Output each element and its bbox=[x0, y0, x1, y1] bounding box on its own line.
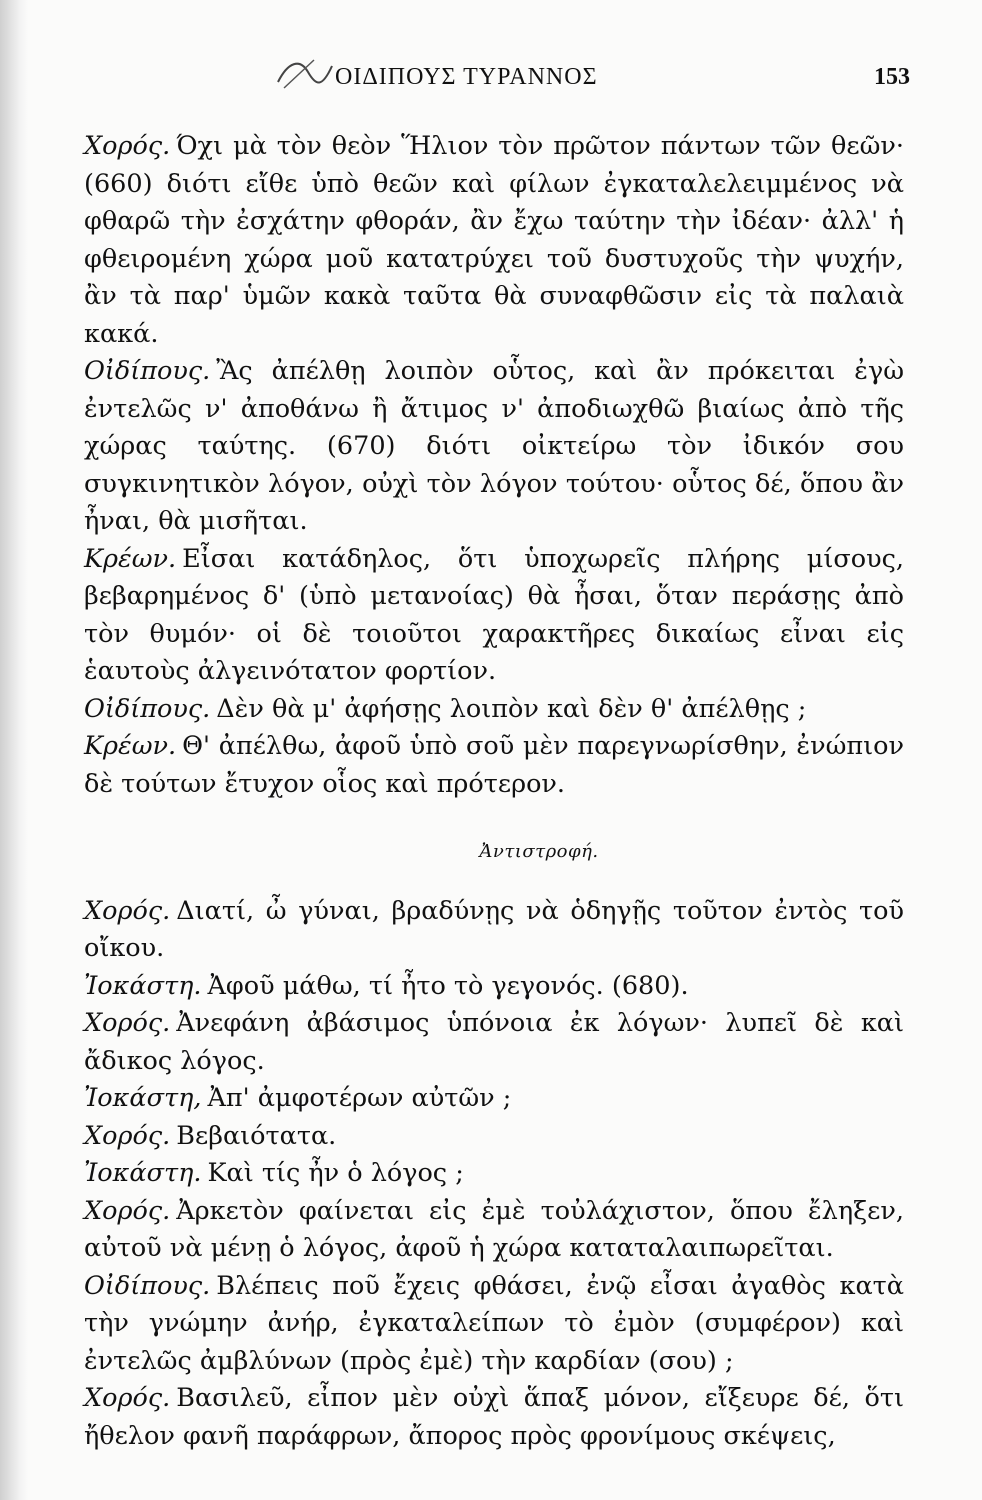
speaker-name: Χορός. bbox=[84, 1383, 171, 1413]
dialogue-line bbox=[84, 541, 904, 691]
speaker-name: Οἰδίπους. bbox=[84, 693, 211, 724]
dialogue-text: Εἶσαι κατάδηλος, ὅτι ὑποχωρεῖς πλήρης μίσους, βεβαρημένος δ' (ὑπὸ μετανοίας) θὰ ἦσαι, ὅταν περάσῃς ἀπὸ τὸν θυμόν· οἱ δὲ τοιοῦτοι χαρακτῆρες δικαίως εἶναι εἰς ἑαυτοὺς ἀλγεινότατον φορτίον. bbox=[84, 543, 904, 686]
running-title: ΟΙΔΙΠΟΥΣ ΤΥΡΑΝΝΟΣ bbox=[335, 64, 598, 90]
dialogue-text: Όχι μὰ τὸν θεὸν Ἥλιον τὸν πρῶτον πάντων τῶν θεῶν· (660) διότι εἴθε ὑπὸ θεῶν καὶ φίλων ἐγκαταλελειμμένος νὰ φθαρῶ τὴν ἐσχάτην φθοράν, ἂν ἔχω ταύτην τὴν ἰδέαν· ἀλλ' ἡ φθειρομένη χώρα μοῦ κατατρύχει τοῦ δυστυχοῦς τὴν ψυχήν, ἂν τὰ παρ' ὑμῶν κακὰ ταῦτα θὰ συναφθῶσιν εἰς τὰ παλαιὰ κακά. bbox=[84, 131, 904, 349]
page-number: 153 bbox=[874, 64, 910, 90]
dialogue-text: Διατί, ὦ γύναι, βραδύνῃς νὰ ὁδηγῇς τοῦτον ἐντὸς τοῦ οἴκου. bbox=[84, 895, 904, 963]
speaker-name: Χορός. bbox=[84, 1120, 171, 1151]
dialogue-part-1 bbox=[84, 128, 904, 803]
section-heading: Ἀντιστροφή. bbox=[479, 841, 599, 862]
dialogue-text: Ἀρκετὸν φαίνεται εἰς ἐμὲ τοὐλάχιστον, ὅπου ἔληξεν, αὐτοῦ νὰ μένῃ ὁ λόγος, ἀφοῦ ἡ χώρα καταταλαιπωρεῖται. bbox=[84, 1195, 904, 1263]
dialogue-line bbox=[84, 1005, 904, 1080]
body-text bbox=[84, 128, 904, 1455]
speaker-name: Χορός. bbox=[84, 1195, 171, 1226]
speaker-name: Κρέων. bbox=[84, 731, 177, 761]
dialogue-part-2 bbox=[84, 893, 904, 1456]
pencil-annotation-mark bbox=[270, 52, 340, 96]
speaker-name: Ἰοκάστη, bbox=[84, 1083, 202, 1113]
speaker-name: Οἰδίπους. bbox=[84, 1270, 211, 1301]
speaker-name: Ἰοκάστη. bbox=[84, 970, 202, 1001]
page-gutter-shadow bbox=[0, 0, 28, 1500]
dialogue-line bbox=[84, 1193, 904, 1268]
dialogue-line bbox=[84, 353, 904, 541]
dialogue-text: Ἀφοῦ μάθω, τί ἦτο τὸ γεγονός. (680). bbox=[207, 970, 689, 1001]
dialogue-text: Καὶ τίς ἦν ὁ λόγος ; bbox=[207, 1158, 464, 1188]
dialogue-line bbox=[84, 1155, 904, 1193]
dialogue-text: Θ' ἀπέλθω, ἀφοῦ ὑπὸ σοῦ μὲν παρεγνωρίσθην, ἐνώπιον δὲ τούτων ἔτυχον οἷος καὶ πρότερον. bbox=[84, 731, 904, 799]
dialogue-text: Βεβαιότατα. bbox=[176, 1120, 337, 1151]
dialogue-line bbox=[84, 893, 904, 968]
speaker-name: Χορός. bbox=[84, 131, 171, 161]
dialogue-line bbox=[84, 1080, 904, 1118]
dialogue-text: Ἀνεφάνη ἀβάσιμος ὑπόνοια ἐκ λόγων· λυπεῖ δὲ καὶ ἄδικος λόγος. bbox=[84, 1008, 904, 1076]
speaker-name: Χορός. bbox=[84, 895, 171, 926]
dialogue-line bbox=[84, 691, 904, 729]
dialogue-text: Βασιλεῦ, εἶπον μὲν οὐχὶ ἅπαξ μόνον, εἴξευρε δέ, ὅτι ἤθελον φανῆ παράφρων, ἄπορος πρὸς φρονίμους σκέψεις, bbox=[84, 1383, 904, 1451]
dialogue-text: Ἀπ' ἀμφοτέρων αὐτῶν ; bbox=[207, 1083, 512, 1113]
dialogue-line bbox=[84, 1118, 904, 1156]
speaker-name: Ἰοκάστη. bbox=[84, 1158, 202, 1188]
dialogue-line bbox=[84, 968, 904, 1006]
speaker-name: Χορός. bbox=[84, 1008, 171, 1038]
dialogue-line bbox=[84, 728, 904, 803]
dialogue-line bbox=[84, 1380, 904, 1455]
dialogue-text: Δὲν θὰ μ' ἀφήσῃς λοιπὸν καὶ δὲν θ' ἀπέλθῃς ; bbox=[216, 693, 807, 724]
speaker-name: Κρέων. bbox=[84, 543, 177, 574]
speaker-name: Οἰδίπους. bbox=[84, 356, 211, 386]
dialogue-text: Ἂς ἀπέλθῃ λοιπὸν οὗτος, καὶ ἂν πρόκειται ἐγὼ ἐντελῶς ν' ἀποθάνω ἢ ἄτιμος ν' ἀποδιωχθῶ βιαίως ἀπὸ τῆς χώρας ταύτης. (670) διότι οἰκτείρω τὸν ἰδικόν σου συγκινητικὸν λόγον, οὐχὶ τὸν λόγον τούτου· οὗτος δέ, ὅπου ἂν ἦναι, θὰ μισῆται. bbox=[84, 356, 904, 536]
page-header bbox=[120, 64, 910, 104]
dialogue-line bbox=[84, 128, 904, 353]
dialogue-line bbox=[84, 1268, 904, 1381]
dialogue-text: Βλέπεις ποῦ ἔχεις φθάσει, ἐνῷ εἶσαι ἀγαθὸς κατὰ τὴν γνώμην ἀνήρ, ἐγκαταλείπων τὸ ἐμὸν (συμφέρον) καὶ ἐντελῶς ἀμβλύνων (πρὸς ἐμὲ) τὴν καρδίαν (σου) ; bbox=[84, 1270, 904, 1376]
